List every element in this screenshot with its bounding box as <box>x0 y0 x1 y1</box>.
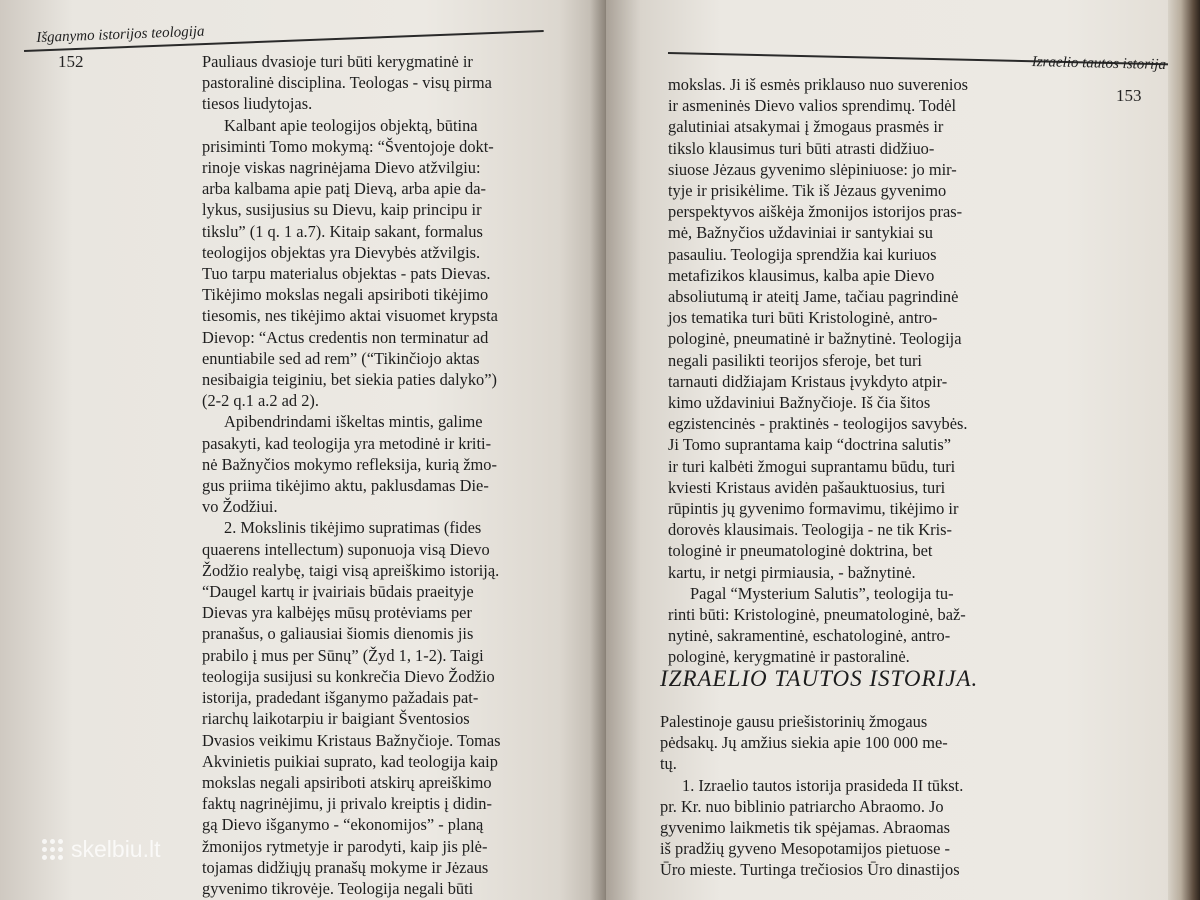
text-line: (2-2 q.1 a.2 ad 2). <box>202 391 319 411</box>
text-line: prabilo į mus per Sūnų” (Žyd 1, 1-2). Taigi <box>202 645 484 665</box>
text-line: “Daugel kartų ir įvairiais būdais praeityje <box>202 582 474 602</box>
right-page-body-bottom <box>660 711 990 881</box>
text-line: mokslas negali apsiriboti atskirų apreiškimo <box>202 772 492 792</box>
page-number-right: 153 <box>1116 86 1142 105</box>
text-line: mokslas. Ji iš esmės priklauso nuo suverenios <box>668 75 969 94</box>
text-line: dorovės klausimais. Teologija - ne tik Kris- <box>668 520 952 540</box>
text-line: perspektyvos aiškėja žmonijos istorijos pras- <box>668 202 963 222</box>
text-line: negali pasilikti teorijos sferoje, bet turi <box>668 350 922 370</box>
text-line: kartu, ir netgi pirmiausia, - bažnytinė. <box>668 562 916 582</box>
text-line: 1. Izraelio tautos istorija prasideda II tūkst. <box>682 775 964 795</box>
text-line: žmonijos rytmetyje ir parodyti, kaip jis plė- <box>202 836 488 856</box>
right-page <box>606 0 1180 900</box>
text-line: faktų nagrinėjimu, ji privalo kreiptis į didin- <box>202 794 492 814</box>
text-line: absoliutumą ir ateitį Jame, tačiau pagrindinė <box>668 287 959 307</box>
text-line: Ūro mieste. Turtinga trečiosios Ūro dinastijos <box>660 860 960 880</box>
text-line: egzistencinės - praktinės - teologijos savybės. <box>668 414 968 434</box>
text-line: enuntiabile sed ad rem” (“Tikinčiojo aktas <box>202 348 480 368</box>
text-line: Palestinoje gausu priešistorinių žmogaus <box>660 712 928 731</box>
text-line: Pagal “Mysterium Salutis”, teologija tu- <box>690 583 954 603</box>
text-line: Žodžio realybę, taigi visą apreiškimo istoriją. <box>202 560 500 580</box>
text-line: tologinė ir pneumatologinė doktrina, bet <box>668 541 933 561</box>
text-line: ir asmeninės Dievo valios sprendimų. Todėl <box>668 96 957 116</box>
text-line: mė, Bažnyčios uždaviniai ir santykiai su <box>668 223 933 243</box>
text-line: kimo uždaviniui Bažnyčioje. Iš čia šitos <box>668 393 931 413</box>
text-line: ir turi kalbėti žmogui suprantamu būdu, turi <box>668 456 956 476</box>
text-line: iš pradžių gyveno Mesopotamijos pietuose - <box>660 839 950 859</box>
text-line: rinti būti: Kristologinė, pneumatologinė, baž- <box>668 605 966 625</box>
text-line: nė Bažnyčios mokymo refleksija, kurią žmo- <box>202 454 497 474</box>
text-line: Akvinietis puikiai suprato, kad teologija kaip <box>202 751 498 771</box>
text-line: istorija, pradedant išganymo pažadais pat- <box>202 688 479 708</box>
text-line: nytinė, sakramentinė, eschatologinė, antro- <box>668 626 951 646</box>
text-line: rūpintis jų gyvenimo formavimu, tikėjimo ir <box>668 499 959 519</box>
text-line: Dievop: “Actus credentis non terminatur ad <box>202 327 489 347</box>
text-line: pasakyti, kad teologija yra metodinė ir kriti- <box>202 433 492 453</box>
right-page-body-top <box>668 74 1018 668</box>
text-line: pastoralinė disciplina. Teologas - visų pirma <box>202 73 492 93</box>
text-line: Pauliaus dvasioje turi būti kerygmatinė ir <box>202 52 473 71</box>
text-line: Apibendrindami iškeltas mintis, galime <box>224 412 483 432</box>
text-line: Dvasios veikimu Kristaus Bažnyčioje. Tomas <box>202 730 501 750</box>
text-line: siuose Jėzaus gyvenimo slėpiniuose: jo mir- <box>668 159 957 179</box>
text-line: pasauliu. Teologija sprendžia kai kuriuos <box>668 244 937 264</box>
text-line: tarnauti didžiajam Kristaus įvykdyto atpir- <box>668 371 948 391</box>
text-line: tikslo klausimus turi būti atrasti didžiuo- <box>668 138 935 158</box>
text-line: jos tematika turi būti Kristologinė, antro- <box>668 308 938 328</box>
text-line: Tuo tarpu materialus objektas - pats Dievas. <box>202 264 491 284</box>
text-line: 2. Mokslinis tikėjimo supratimas (fides <box>224 518 482 538</box>
text-line: Ji Tomo suprantama kaip “doctrina salutis” <box>668 435 952 455</box>
text-line: riarchų laikotarpiu ir baigiant Šventosios <box>202 709 470 729</box>
watermark <box>42 836 160 863</box>
section-heading: IZRAELIO TAUTOS ISTORIJA. <box>660 666 979 691</box>
text-line: vo Žodžiui. <box>202 497 278 517</box>
text-line: Kalbant apie teologijos objektą, būtina <box>224 115 478 135</box>
text-line: tyje ir prisikėlime. Tik iš Jėzaus gyvenimo <box>668 181 947 201</box>
page-edge-stack <box>1168 0 1200 900</box>
text-line: teologijos objektas yra Dievybės atžvilgis. <box>202 242 481 262</box>
text-line: galutiniai atsakymai į žmogaus prasmės ir <box>668 117 944 137</box>
text-line: tikslu” (1 q. 1 a.7). Kitaip sakant, formalus <box>202 221 483 241</box>
page-number-left: 152 <box>58 52 84 71</box>
text-line: gą Dievo išganymo - “ekonomijos” - planą <box>202 815 484 835</box>
left-page-body <box>202 51 564 899</box>
text-line: teologija susijusi su konkrečia Dievo Žodžio <box>202 666 495 686</box>
text-line: tiesomis, nes tikėjimo aktai visuomet krypsta <box>202 306 498 326</box>
text-line: pėdsakų. Jų amžius siekia apie 100 000 me- <box>660 733 948 753</box>
text-line: Dievas yra kalbėjęs mūsų protėviams per <box>202 603 472 623</box>
text-line: tų. <box>660 754 677 774</box>
text-line: quaerens intellectum) suponuoja visą Dievo <box>202 539 490 559</box>
text-line: lykus, susijusius su Dievu, kaip principu ir <box>202 200 482 220</box>
watermark-logo-icon <box>42 839 63 860</box>
text-line: pranašus, o galiausiai šiomis dienomis jis <box>202 624 474 644</box>
text-line: pologinė, kerygmatinė ir pastoralinė. <box>668 647 910 667</box>
text-line: kviesti Kristaus avidėn pašauktuosius, turi <box>668 477 946 497</box>
text-line: rinoje viskas nagrinėjama Dievo atžvilgiu: <box>202 158 481 178</box>
text-line: gus priima tikėjimo aktu, paklusdamas Die- <box>202 476 489 496</box>
text-line: Tikėjimo mokslas negali apsiriboti tikėjimo <box>202 285 489 305</box>
text-line: metafizikos klausimus, kalba apie Dievo <box>668 265 935 285</box>
text-line: pologinė, pneumatinė ir bažnytinė. Teologija <box>668 329 962 349</box>
text-line: gyvenimo tikrovėje. Teologija negali būti <box>202 878 474 898</box>
text-line: pr. Kr. nuo biblinio patriarcho Abraomo. Jo <box>660 796 944 816</box>
watermark-text: skelbiu.lt <box>71 836 161 862</box>
text-line: arba kalbama apie patį Dievą, arba apie da- <box>202 179 486 199</box>
text-line: prisiminti Tomo mokymą: “Šventojoje dokt- <box>202 136 494 156</box>
text-line: gyvenimo laikmetis tik spėjamas. Abraomas <box>660 818 950 838</box>
text-line: tiesos liudytojas. <box>202 94 313 114</box>
text-line: nesibaigia teiginiu, bet siekia paties dalyko”) <box>202 370 497 390</box>
running-head-left: Išganymo istorijos teologija <box>36 23 205 46</box>
running-head-right: Izraelio tautos istorija <box>1031 54 1167 74</box>
text-line: tojamas didžiųjų pranašų mokyme ir Jėzaus <box>202 857 489 877</box>
